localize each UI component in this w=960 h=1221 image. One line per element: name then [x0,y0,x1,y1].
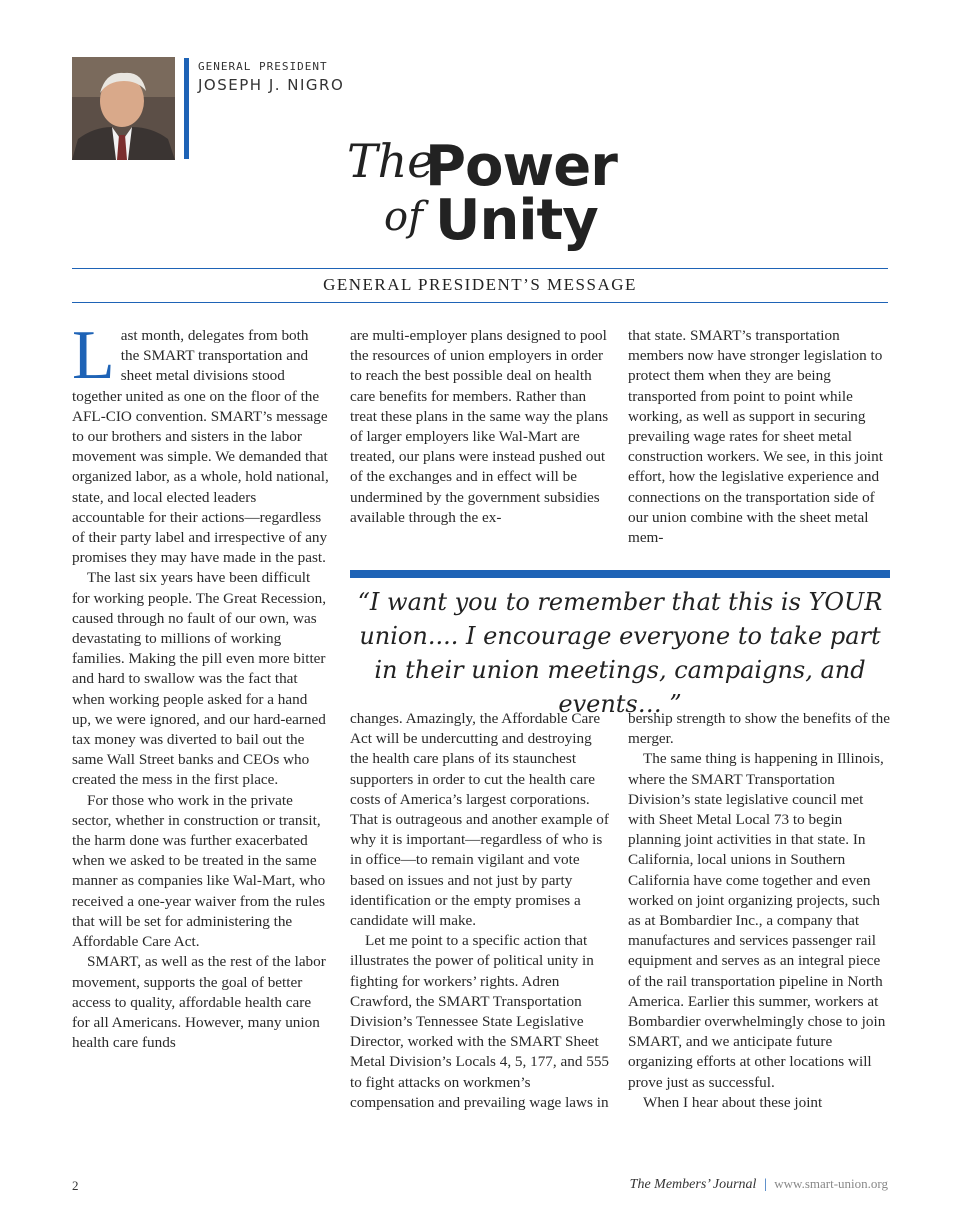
paragraph: SMART, as well as the rest of the labor movement, supports the goal of better access to quality, affordable health care for all Americans. However, many union health care funds [72,953,326,1052]
title-unity: Unity [435,188,598,253]
journal-name: The Members’ Journal [629,1177,757,1192]
title-power: Power [425,134,617,199]
column-1 [72,317,330,1053]
author-role: GENERAL PRESIDENT [198,60,328,73]
paragraph: that state. SMART’s transportation members now have stronger legislation to protect them when they are being transported from point to point while working, as well as support in securing prevailing wage rates for sheet metal construction workers. We see, in this joint effort, how the legislative experience and connections on the transportation side of our union combine with the sheet metal mem- [628,327,883,547]
website-url: www.smart-union.org [774,1176,888,1191]
paragraph: The last six years have been difficult for working people. The Great Recession, caused through no fault of our own, was devastating to millions of working families. Making the pill even more bitter and hard to swallow was the fact that when working people asked for a hand up, we were ignored, and our hard-earned tax money was diverted to bail out the same Wall Street banks and CEOs who created the mess in the first place. [72,569,327,789]
column-2-top [350,326,612,528]
paragraph: The same thing is happening in Illinois, where the SMART Transportation Division’s state legislative council met with Sheet Metal Local 73 to begin planning joint activities in that state. In California, local unions in Southern California have come together and even worked on joint organizing projects, such as at Bombardier Inc., a company that manufactures and services passenger rail equipment and serves as an integral piece of the rail transportation pipeline in North America. Earlier this summer, workers at Bombardier overwhelmingly chose to join SMART, and we anticipate future organizing efforts at other locations will prove just as successful. [628,750,886,1091]
paragraph: When I hear about these joint [643,1093,823,1111]
column-2-bottom [350,709,612,1113]
footer-separator: | [763,1177,767,1192]
column-3-top [628,326,890,548]
footer-credit [630,1176,888,1193]
paragraph: bership strength to show the benefits of the merger. [628,710,890,748]
pull-quote-bar [350,570,890,578]
pull-quote: “I want you to remember that this is YOUR union.... I encourage everyone to take part in their union meetings, campaigns, and events… ” [357,588,883,718]
column-3-bottom [628,709,890,1113]
title-of: of [384,194,423,240]
paragraph: Let me point to a specific action that illustrates the power of political unity in fighting for workers’ rights. Adren Crawford, the SMART Transportation Division’s Tennessee State Legislative Director, worked with the SMART Sheet Metal Division’s Locals 4, 5, 177, and 555 to fight attacks on workmen’s compensation and prevailing wage laws in [350,932,610,1111]
author-name: JOSEPH J. NIGRO [198,76,345,94]
section-heading: GENERAL PRESIDENT’S MESSAGE [323,275,637,294]
paragraph: For those who work in the private sector, whether in construction or transit, the harm done was further exacerbated when we asked to be treated in the same manner as companies like Wal-Mart, who received a one-year waiver from the rules that will be set for administering the Affordable Care Act. [72,791,326,951]
paragraph: changes. Amazingly, the Affordable Care Act will be undercutting and destroying the health care plans of its staunchest supporters in order to cut the health care costs of America’s largest corporations. That is outrageous and another example of why it is important—regardless of who is in office—to remain vigilant and vote based on issues and not just by party identification or the empty promises a candidate will make. [350,710,609,930]
page-number: 2 [72,1178,79,1193]
paragraph: Last month, delegates from both the SMART transportation and sheet metal divisions stood together united as one on the floor of the AFL-CIO convention. SMART’s message to our brothers and sisters in the labor movement was simple. We demanded that organized labor, as a whole, hold national, state, and local elected leaders accountable for their actions—regardless of their party label and irrespective of any promises they may have made in the past. [72,317,329,567]
article-title [0,130,960,260]
drop-cap: L [72,317,115,394]
title-the: The [347,134,435,188]
divider-top [72,268,888,269]
paragraph: are multi-employer plans designed to pool the resources of union employers in order to reach the best possible deal on health care benefits for members. Rather than treat these plans in the same way the plans of larger employers like Wal-Mart are treated, our plans were instead pushed out of the exchanges and in effect will be undermined by the government subsidies available through the ex- [350,327,609,526]
divider-bottom [72,302,888,303]
